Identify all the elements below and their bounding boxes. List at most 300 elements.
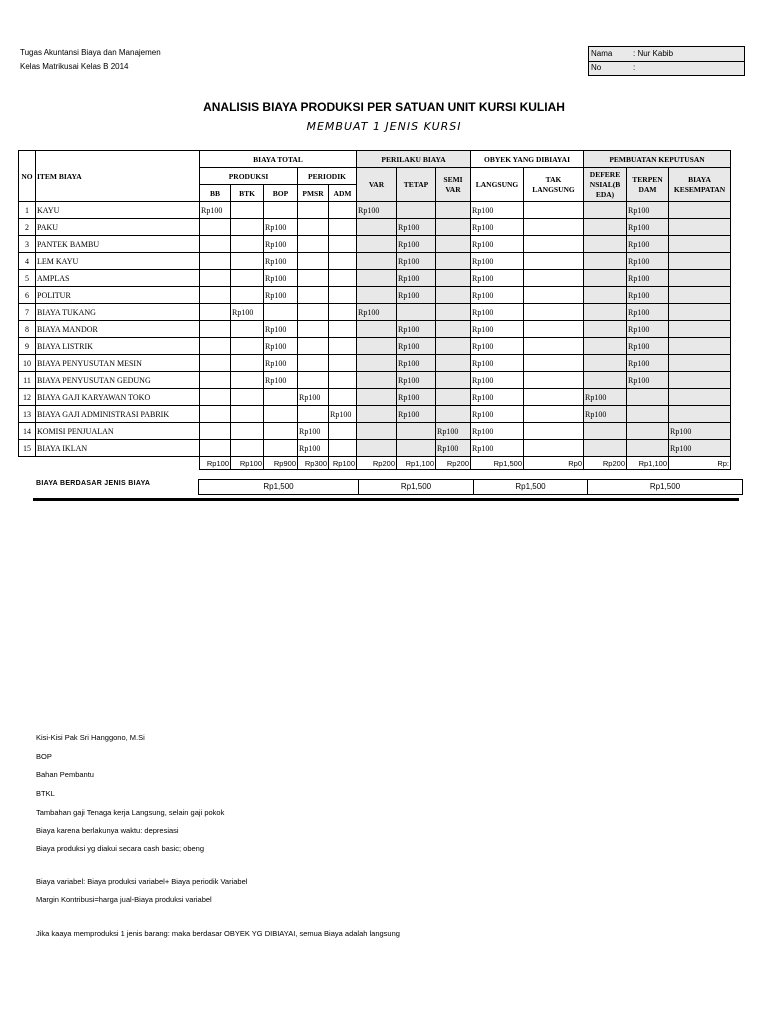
table-row [19,338,731,355]
total-cell: Rp900 [264,457,298,470]
row-cell [357,321,397,338]
row-number: 7 [19,304,36,321]
course-title: Tugas Akuntansi Biaya dan Manajemen [20,48,161,57]
row-cell: Rp100 [264,236,298,253]
row-cell: Rp100 [471,270,524,287]
row-cell [357,253,397,270]
diferensial-header: DEFERE NSIAL(B EDA) [584,168,627,202]
row-cell: Rp100 [397,372,436,389]
row-number: 5 [19,270,36,287]
row-number: 3 [19,236,36,253]
row-cell [669,406,731,423]
row-cell: Rp100 [627,236,669,253]
row-cell [584,287,627,304]
row-cell [436,270,471,287]
row-cell: Rp100 [397,236,436,253]
row-cell: Rp100 [397,253,436,270]
biaya-total-header: BIAYA TOTAL [200,151,357,168]
no-value: : [633,63,636,72]
row-cell: Rp100 [264,270,298,287]
row-item: BIAYA PENYUSUTAN GEDUNG [36,372,200,389]
row-cell [397,423,436,440]
note-line: Biaya variabel: Biaya produksi variabel+ Biaya periodik Variabel [36,877,248,886]
row-number: 13 [19,406,36,423]
note-line: BOP [36,752,52,761]
col-no-header: NO [19,151,36,202]
row-cell [584,355,627,372]
row-cell: Rp100 [584,406,627,423]
row-cell: Rp100 [669,423,731,440]
row-cell [584,202,627,219]
row-cell: Rp100 [231,304,264,321]
row-cell [200,389,231,406]
row-cell [669,389,731,406]
total-cell: Rp200 [436,457,471,470]
table-row [19,406,731,423]
row-cell [524,202,584,219]
row-number: 6 [19,287,36,304]
row-number: 4 [19,253,36,270]
row-cell [298,287,329,304]
row-cell: Rp100 [471,406,524,423]
row-cell [357,287,397,304]
row-cell: Rp100 [357,304,397,321]
row-cell: Rp100 [471,236,524,253]
row-item: BIAYA PENYUSUTAN MESIN [36,355,200,372]
row-cell [200,253,231,270]
total-cell: Rp200 [584,457,627,470]
row-cell [264,423,298,440]
summary-total-jenis: Rp1,500 [198,479,359,495]
identity-box [588,46,745,76]
row-cell [436,355,471,372]
note-line: BTKL [36,789,55,798]
row-cell [584,253,627,270]
periodik-header: PERIODIK [298,168,357,185]
totals-row [19,457,731,470]
row-cell: Rp100 [264,338,298,355]
row-cell [200,440,231,457]
note-line: Bahan Pembantu [36,770,94,779]
row-cell [357,389,397,406]
page-subtitle: MEMBUAT 1 JENIS KURSI [306,120,462,133]
no-label: No [591,63,602,72]
row-cell [329,202,357,219]
row-cell: Rp100 [627,304,669,321]
total-cell: Rp300 [298,457,329,470]
row-cell: Rp100 [627,372,669,389]
row-cell: Rp100 [397,287,436,304]
table-row [19,355,731,372]
row-cell [524,270,584,287]
row-cell [397,440,436,457]
row-cell [436,219,471,236]
row-cell [298,236,329,253]
row-item: KOMISI PENJUALAN [36,423,200,440]
row-cell [200,304,231,321]
row-item: LEM KAYU [36,253,200,270]
row-cell [357,270,397,287]
totals-spacer [19,457,200,470]
row-cell [298,253,329,270]
row-cell [357,372,397,389]
row-cell [329,389,357,406]
var-header: VAR [357,168,397,202]
row-cell [231,423,264,440]
row-cell: Rp100 [471,389,524,406]
row-item: POLITUR [36,287,200,304]
row-item: BIAYA MANDOR [36,321,200,338]
row-cell: Rp100 [397,355,436,372]
row-cell [231,321,264,338]
note-line: Kisi-Kisi Pak Sri Hanggono, M.Si [36,733,145,742]
row-cell: Rp100 [471,304,524,321]
row-cell [584,372,627,389]
row-cell [524,253,584,270]
row-cell [357,423,397,440]
row-cell [264,389,298,406]
row-cell [357,406,397,423]
summary-total-perilaku: Rp1,500 [358,479,474,495]
row-cell [298,219,329,236]
row-cell [329,321,357,338]
row-cell: Rp100 [627,202,669,219]
row-cell: Rp100 [329,406,357,423]
row-cell [298,202,329,219]
summary-total-keputusan: Rp1,500 [587,479,743,495]
row-cell [200,321,231,338]
row-cell: Rp100 [471,253,524,270]
row-cell [524,219,584,236]
row-cell [436,287,471,304]
header-left [20,46,161,74]
row-cell [200,406,231,423]
row-cell: Rp100 [298,389,329,406]
row-cell [584,338,627,355]
bb-header: BB [200,185,231,202]
total-cell: Rp100 [231,457,264,470]
table-row [19,440,731,457]
row-cell: Rp100 [436,440,471,457]
row-cell: Rp100 [471,440,524,457]
row-cell: Rp100 [627,287,669,304]
note-line: Margin Kontribusi=harga jual-Biaya produksi variabel [36,895,212,904]
row-cell [298,338,329,355]
kesempatan-header: BIAYA KESEMPATAN [669,168,731,202]
row-cell: Rp100 [471,287,524,304]
row-cell: Rp100 [397,321,436,338]
row-cell [298,321,329,338]
semivar-header: SEMI VAR [436,168,471,202]
row-number: 14 [19,423,36,440]
table-row [19,304,731,321]
page-title: ANALISIS BIAYA PRODUKSI PER SATUAN UNIT KURSI KULIAH [203,100,565,114]
total-cell: Rp1,500 [471,457,524,470]
row-cell: Rp100 [471,423,524,440]
obyek-header: OBYEK YANG DIBIAYAI [471,151,584,168]
row-cell [436,321,471,338]
cost-analysis-table [18,150,731,470]
row-cell [584,219,627,236]
langsung-header: LANGSUNG [471,168,524,202]
row-cell [524,338,584,355]
row-cell [200,270,231,287]
row-cell [264,406,298,423]
row-cell [264,440,298,457]
row-cell: Rp100 [397,270,436,287]
total-cell: Rp1,100 [627,457,669,470]
header-row-1 [19,151,731,168]
row-cell [436,202,471,219]
terpendam-header: TERPEN DAM [627,168,669,202]
row-cell [524,287,584,304]
row-cell [264,202,298,219]
row-cell: Rp100 [471,202,524,219]
row-cell [200,236,231,253]
row-cell [298,304,329,321]
table-row [19,423,731,440]
row-cell [436,338,471,355]
row-cell: Rp100 [627,253,669,270]
row-cell [524,372,584,389]
row-cell: Rp100 [584,389,627,406]
adm-header: ADM [329,185,357,202]
row-cell [524,321,584,338]
note-line: Biaya produksi yg diakui secara cash basic; obeng [36,844,205,853]
row-cell [627,406,669,423]
table-row [19,287,731,304]
row-cell [329,236,357,253]
total-cell: Rp: [669,457,731,470]
pmsr-header: PMSR [298,185,329,202]
no-row [589,61,744,75]
table-row [19,372,731,389]
row-cell [200,219,231,236]
row-cell [584,440,627,457]
row-cell [397,304,436,321]
row-cell [669,253,731,270]
total-cell: Rp100 [329,457,357,470]
row-cell: Rp100 [397,338,436,355]
row-cell [584,423,627,440]
table-row [19,270,731,287]
row-cell: Rp100 [264,287,298,304]
row-number: 2 [19,219,36,236]
row-cell [298,372,329,389]
name-row [589,47,744,62]
perilaku-biaya-header: PERILAKU BIAYA [357,151,471,168]
row-cell [329,372,357,389]
row-cell [627,389,669,406]
row-item: BIAYA IKLAN [36,440,200,457]
row-cell [357,338,397,355]
row-cell: Rp100 [471,321,524,338]
row-cell [584,236,627,253]
bop-header: BOP [264,185,298,202]
summary-total-obyek: Rp1,500 [473,479,588,495]
row-cell [584,270,627,287]
row-cell: Rp100 [471,219,524,236]
row-cell [524,236,584,253]
row-item: PANTEK BAMBU [36,236,200,253]
row-cell [524,304,584,321]
row-cell [669,270,731,287]
row-cell [231,406,264,423]
row-item: BIAYA LISTRIK [36,338,200,355]
row-cell [298,270,329,287]
row-cell: Rp100 [397,406,436,423]
row-cell [436,236,471,253]
row-cell [436,389,471,406]
table-row [19,202,731,219]
row-cell [584,304,627,321]
row-cell [200,423,231,440]
row-cell: Rp100 [471,355,524,372]
row-cell [524,406,584,423]
row-item: PAKU [36,219,200,236]
table-row [19,253,731,270]
row-cell: Rp100 [627,355,669,372]
row-cell [231,355,264,372]
row-cell [524,389,584,406]
total-cell: Rp0 [524,457,584,470]
row-cell [231,440,264,457]
row-number: 8 [19,321,36,338]
note-line: Tambahan gaji Tenaga kerja Langsung, selain gaji pokok [36,808,225,817]
row-cell [669,355,731,372]
row-cell: Rp100 [357,202,397,219]
pembuatan-keputusan-header: PEMBUATAN KEPUTUSAN [584,151,731,168]
row-cell [298,406,329,423]
row-cell [584,321,627,338]
row-item: AMPLAS [36,270,200,287]
row-cell: Rp100 [627,219,669,236]
row-cell [231,287,264,304]
table-row [19,236,731,253]
row-cell [669,287,731,304]
row-cell: Rp100 [200,202,231,219]
row-number: 1 [19,202,36,219]
row-cell [329,338,357,355]
row-cell [436,406,471,423]
total-cell: Rp100 [200,457,231,470]
produksi-header: PRODUKSI [200,168,298,185]
col-item-header: ITEM BIAYA [36,151,200,202]
row-cell [627,423,669,440]
row-item: KAYU [36,202,200,219]
row-cell [436,372,471,389]
divider-line [33,498,739,501]
row-cell [357,219,397,236]
row-cell [231,270,264,287]
row-item: BIAYA GAJI KARYAWAN TOKO [36,389,200,406]
row-cell [200,372,231,389]
row-cell [329,270,357,287]
table-row [19,321,731,338]
row-cell [231,253,264,270]
row-cell: Rp100 [264,321,298,338]
row-cell [264,304,298,321]
row-cell: Rp100 [471,372,524,389]
row-cell [524,355,584,372]
tak-langsung-header: TAK LANGSUNG [524,168,584,202]
row-cell [357,440,397,457]
row-cell [200,287,231,304]
row-cell [524,423,584,440]
row-cell: Rp100 [397,389,436,406]
table-body [19,202,731,457]
tetap-header: TETAP [397,168,436,202]
total-cell: Rp200 [357,457,397,470]
row-cell [357,236,397,253]
row-cell [231,219,264,236]
row-cell [669,338,731,355]
row-cell [669,219,731,236]
name-label: Nama [591,49,613,58]
row-number: 12 [19,389,36,406]
table-row [19,219,731,236]
row-cell [669,236,731,253]
row-number: 9 [19,338,36,355]
row-cell: Rp100 [298,440,329,457]
btk-header: BTK [231,185,264,202]
note-line: Biaya karena berlakunya waktu: depresiasi [36,826,179,835]
row-number: 15 [19,440,36,457]
row-cell: Rp100 [298,423,329,440]
row-cell [231,338,264,355]
row-cell [231,389,264,406]
row-number: 10 [19,355,36,372]
row-cell: Rp100 [471,338,524,355]
table-row [19,389,731,406]
row-cell [436,253,471,270]
name-value: : Nur Kabib [633,49,674,58]
row-cell [231,202,264,219]
row-cell [329,219,357,236]
row-cell [200,338,231,355]
row-cell [436,304,471,321]
row-cell [397,202,436,219]
row-cell [669,304,731,321]
row-cell: Rp100 [627,321,669,338]
row-cell: Rp100 [627,270,669,287]
row-cell [329,423,357,440]
row-cell: Rp100 [264,372,298,389]
row-cell: Rp100 [264,219,298,236]
row-cell [669,202,731,219]
row-number: 11 [19,372,36,389]
row-item: BIAYA TUKANG [36,304,200,321]
row-cell [357,355,397,372]
row-cell: Rp100 [436,423,471,440]
class-info: Kelas Matrikusai Kelas B 2014 [20,62,129,71]
row-cell [231,236,264,253]
row-cell [329,304,357,321]
row-cell [329,440,357,457]
note-line: Jika kaaya memproduksi 1 jenis barang: maka berdasar OBYEK YG DIBIAYAI, semua Biaya adalah langsung [36,929,400,938]
row-cell [669,372,731,389]
row-item: BIAYA GAJI ADMINISTRASI PABRIK [36,406,200,423]
row-cell [200,355,231,372]
row-cell [627,440,669,457]
row-cell [329,287,357,304]
row-cell [329,355,357,372]
row-cell [231,372,264,389]
row-cell: Rp100 [264,253,298,270]
row-cell [329,253,357,270]
summary-label: BIAYA BERDASAR JENIS BIAYA [36,480,151,487]
row-cell: Rp100 [264,355,298,372]
